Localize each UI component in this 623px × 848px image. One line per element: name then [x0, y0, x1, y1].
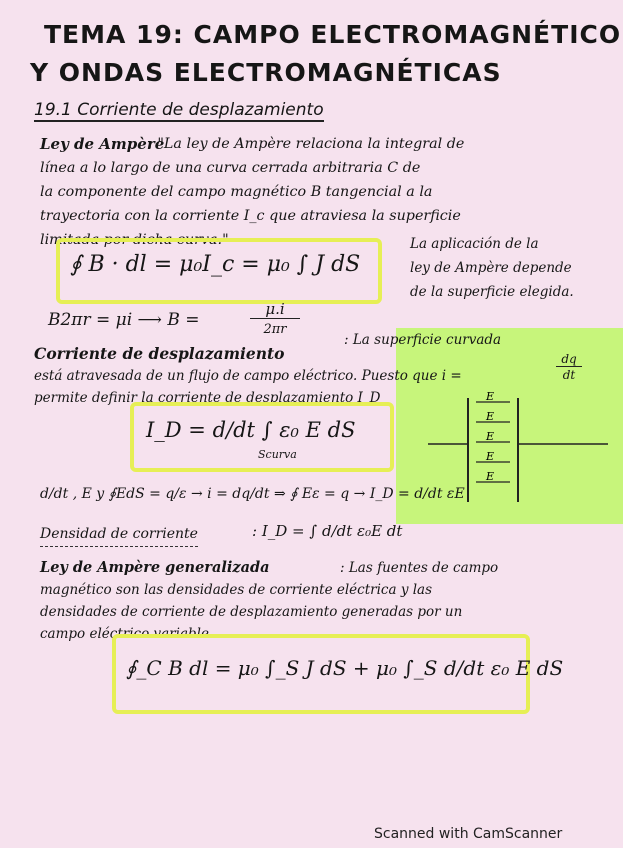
density-equation: : I_D = ∫ d/dt ε₀E dt [252, 522, 403, 540]
page-title-line2: Y ONDAS ELECTROMAGNÉTICAS [30, 58, 502, 87]
field-label-4: E [486, 470, 495, 483]
field-label-3: E [486, 450, 495, 463]
note-line-2: de la superficie elegida. [410, 284, 574, 300]
field-label-0: E [486, 392, 495, 403]
generalized-formula: ∮_C B dl = μ₀ ∫_S J dS + μ₀ ∫_S d/dt ε₀ E dS [126, 656, 564, 680]
page-title-line1: TEMA 19: CAMPO ELECTROMAGNÉTICO [44, 20, 622, 49]
displacement-heading: Corriente de desplazamiento [34, 344, 285, 363]
gen-line-1: magnético son las densidades de corriente eléctrica y las [40, 582, 433, 598]
ampere-heading: Ley de Ampère [40, 135, 165, 153]
desp-line-1: está atravesada de un flujo de campo eléctrico. Puesto que i = [34, 368, 462, 384]
scanner-watermark: Scanned with CamScanner [374, 826, 563, 842]
b-frac-den: 2πr [263, 322, 287, 337]
gen-line-3: campo eléctrico variable. [40, 626, 214, 642]
scurva-label: Scurva [258, 448, 297, 461]
desp-line-0: : La superficie curvada [344, 332, 502, 348]
ampere-line-1: línea a lo largo de una curva cerrada arbitraria C de [40, 160, 421, 176]
desp-line-2: permite definir la corriente de desplazamiento I_D [34, 390, 381, 406]
b-frac-num: μ.i [250, 300, 300, 319]
dqdt-num: dq [556, 352, 582, 367]
b-field-equation: B2πr = μi ⟶ B = [48, 310, 200, 330]
ampere-line-2: la componente del campo magnético B tangencial a la [40, 184, 433, 200]
note-line-1: ley de Ampère depende [410, 260, 572, 276]
gen-line-2: densidades de corriente de desplazamiento generadas por un [40, 604, 463, 620]
ampere-formula: ∮ B · dl = μ₀I_c = μ₀ ∫ J dS [70, 252, 361, 277]
field-label-1: E [486, 410, 495, 423]
note-line-0: La aplicación de la [410, 236, 539, 252]
derivation-chain: d/dt , E y ∮EdS = q/ε → i = dq/dt ⇒ ∮ Eε = q → I_D = d/dt εE [40, 486, 465, 502]
dqdt-den: dt [562, 368, 576, 382]
section-heading: 19.1 Corriente de desplazamiento [34, 100, 324, 120]
ampere-line-0: : "La ley de Ampère relaciona la integral de [148, 136, 465, 152]
density-label: Densidad de corriente [40, 522, 198, 547]
ampere-line-4: limitada por dicha curva." [40, 232, 229, 248]
field-label-2: E [486, 430, 495, 443]
generalized-heading: Ley de Ampère generalizada [40, 559, 270, 576]
ampere-line-3: trayectoria con la corriente I_c que atraviesa la superficie [40, 208, 461, 224]
gen-line-0: : Las fuentes de campo [340, 560, 499, 576]
displacement-formula: I_D = d/dt ∫ ε₀ E dS [146, 418, 356, 442]
